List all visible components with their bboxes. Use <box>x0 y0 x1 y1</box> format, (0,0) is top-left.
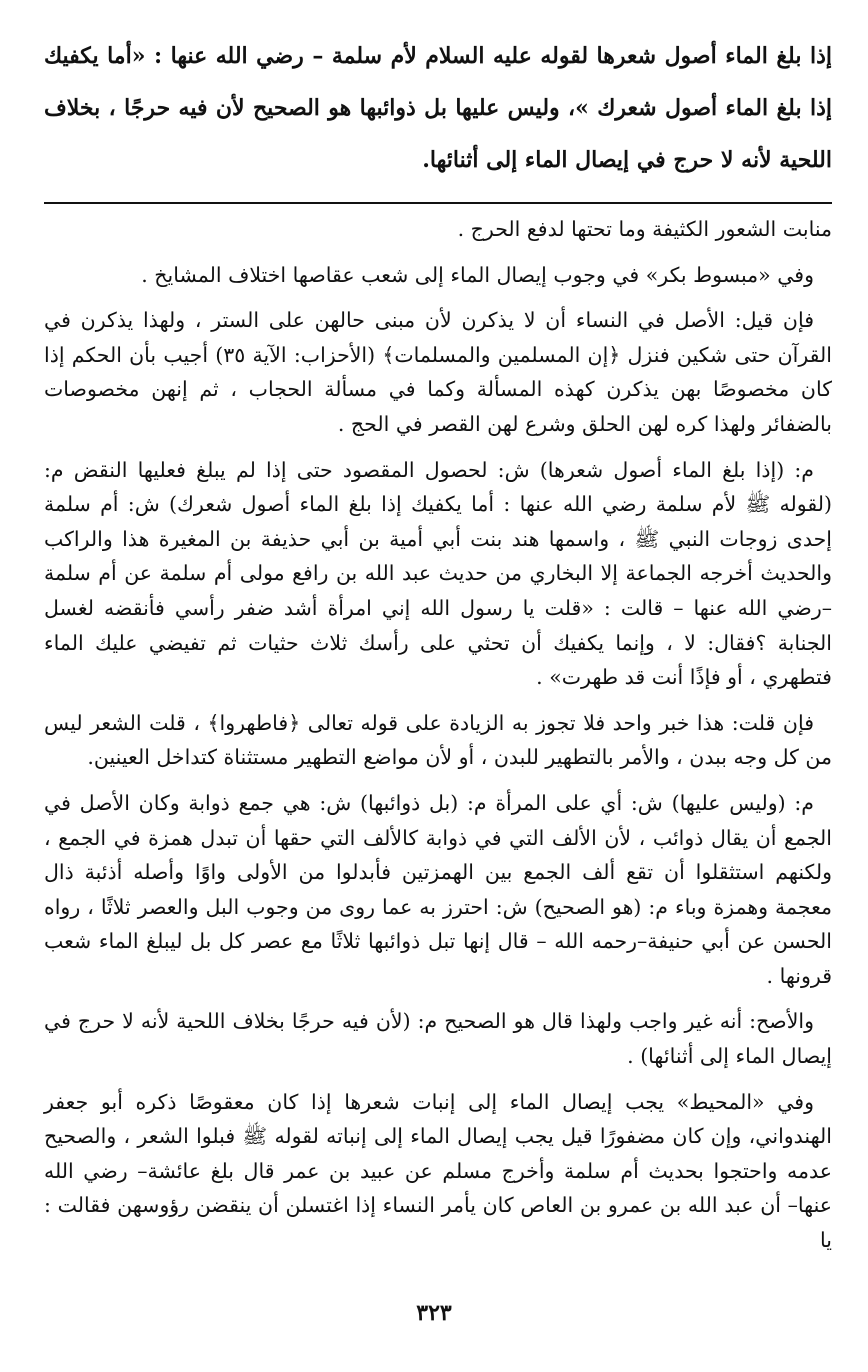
commentary-paragraph: وفي «مبسوط بكر» في وجوب إيصال الماء إلى شعب عقاصها اختلاف المشايخ . <box>141 262 814 287</box>
commentary-paragraph: م: (إذا بلغ الماء أصول شعرها) ش: لحصول المقصود حتى إذا لم يبلغ فعليها النقض م: (لقوله ﷺ لأم سلمة رضي الله عنها : أما يكفيك إذا بلغ الماء أصول شعرك) ش: أم سلمة إحدى زوجات النبي ﷺ ، واسمها هند بنت أبي أمية بن أبي حذيفة بن المغيرة هذا والراكب والحديث أخرجه الجماعة إلا البخاري من حديث عبد الله بن رافع مولى أم سلمة عن أم سلمة –رضي الله عنها – قالت : «قلت يا رسول الله إني امرأة أشد ضفر رأسي فأنقضه لغسل الجنابة ؟فقال: لا ، وإنما يكفيك أن تحثي على رأسك ثلاث حثيات ثم تفيضي عليك الماء فتطهري ، أو فإذًا أنت قد طهرت» . <box>44 457 832 690</box>
commentary-paragraph: م: (وليس عليها) ش: أي على المرأة م: (بل ذوائبها) ش: هي جمع ذوابة وكان الأصل في الجمع أن يقال ذوائب ، لأن الألف التي في ذوابة كالألف التي حقها أن تبدل همزة في الجمع ، ولكنهم استثقلوا أن تقع ألف الجمع بين الهمزتين فأبدلوا من الأولى واوًا وأصله أذئبة ذال معجمة وهمزة وباء م: (هو الصحيح) ش: احترز به عما روى من وجوب البل والعصر ثلاثًا ، رواه الحسن عن أبي حنيفة–رحمه الله – قال إنها تبل ذوائبها ثلاثًا مع عصر كل بل ليبلغ الماء شعب قرونها . <box>44 790 832 988</box>
section-divider <box>44 202 832 204</box>
commentary-paragraph: فإن قلت: هذا خبر واحد فلا تجوز به الزيادة على قوله تعالى ﴿فاطهروا﴾ ، قلت الشعر ليس من كل وجه ببدن ، والأمر بالتطهير للبدن ، أو لأن مواضع التطهير مستثناة كتداخل العينين. <box>44 710 832 770</box>
commentary-paragraph: منابت الشعور الكثيفة وما تحتها لدفع الحرج . <box>457 217 832 241</box>
commentary-paragraph: والأصح: أنه غير واجب ولهذا قال هو الصحيح م: (لأن فيه حرجًا بخلاف اللحية لأنه لا حرج في إيصال الماء إلى أثنائها) . <box>44 1009 832 1069</box>
commentary-paragraph: فإن قيل: الأصل في النساء أن لا يذكرن لأن مبنى حالهن على الستر ، ولهذا يذكرن في القرآن حتى شكين فنزل ﴿إن المسلمين والمسلمات﴾ (الأحزاب: الآية ٣٥) أجيب بأن الحكم إذا كان مخصوصًا بهن يذكرن كهذه المسألة وكما في مسألة الحجاب ، ثم إنهن مخصوصات بالضفائر ولهذا كره لهن الحلق وشرع لهن القصر في الحج . <box>44 308 832 436</box>
main-text-matn: إذا بلغ الماء أصول شعرها لقوله عليه السلام لأم سلمة – رضي الله عنها : «أما يكفيك إذا بلغ الماء أصول شعرك »، وليس عليها بل ذوائبها هو الصحيح لأن فيه حرجًا ، بخلاف اللحية لأنه لا حرج في إيصال الماء إلى أثنائها. <box>44 43 832 173</box>
commentary-sharh <box>44 212 832 1258</box>
commentary-paragraph: وفي «المحيط» يجب إيصال الماء إلى إنبات شعرها إذا كان معقوصًا ذكره أبو جعفر الهندواني، وإن كان مضفورًا قيل يجب إيصال الماء إلى إنباته لقوله ﷺ فبلوا الشعر ، والصحيح عدمه واحتجوا بحديث أم سلمة وأخرج مسلم عن عبيد بن عمر قال بلغ عائشة– رضي الله عنها– أن عبد الله بن عمرو بن العاص كان يأمر النساء إذا اغتسلن أن ينقضن رؤوسهن فقالت : يا <box>44 1089 832 1253</box>
page-number: ٣٢٣ <box>416 1300 452 1326</box>
